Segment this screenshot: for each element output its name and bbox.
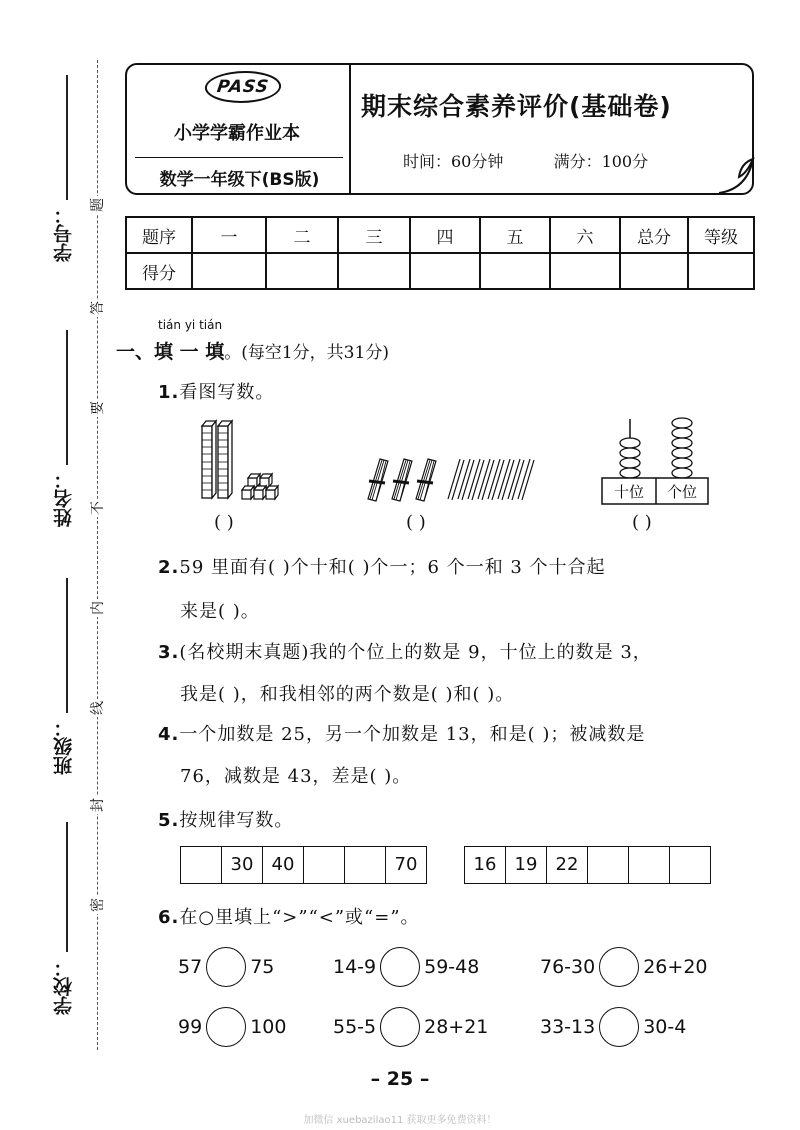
comparison-circle[interactable] [380, 947, 420, 987]
name-label: 姓名： [53, 470, 75, 527]
table-cell: 三 [338, 217, 410, 253]
table-cell: 二 [266, 217, 338, 253]
question-4 [158, 720, 645, 746]
question-number: 6. [158, 907, 180, 928]
stick-bundle [368, 459, 388, 501]
sequence-cell: 22 [546, 847, 587, 883]
comparison-item [178, 1007, 286, 1047]
comparison-circle[interactable] [599, 947, 639, 987]
page-number: – 25 – [370, 1068, 430, 1090]
comparison-item [333, 1007, 488, 1047]
abacus-bead [620, 448, 640, 458]
answer-blank[interactable]: ( ) [214, 512, 234, 533]
comparison-right: 30-4 [643, 1016, 687, 1038]
comparison-left: 33-13 [540, 1016, 596, 1038]
score-input-cell[interactable] [192, 253, 266, 289]
base-ten-blocks-figure [198, 418, 293, 503]
score-input-cell[interactable] [410, 253, 480, 289]
comparison-left: 57 [178, 956, 203, 978]
question-3-line-2: 我是( )，和我相邻的两个数是( )和( )。 [180, 684, 515, 705]
loose-sticks [448, 459, 534, 500]
unit-cube [254, 486, 266, 499]
section-title [116, 337, 389, 364]
table-cell: 等级 [688, 217, 754, 253]
comparison-circle[interactable] [380, 1007, 420, 1047]
comparison-left: 76-30 [540, 956, 596, 978]
binding-char: 密 [87, 896, 107, 914]
question-5 [158, 806, 293, 832]
school-label: 学校： [53, 958, 75, 1015]
comparison-right: 100 [250, 1016, 287, 1038]
exam-meta [403, 149, 648, 172]
comparison-item [333, 947, 479, 987]
comparison-left: 55-5 [333, 1016, 377, 1038]
unit-cube [266, 486, 278, 499]
name-underline [66, 330, 68, 465]
question-text: 看图写数。 [179, 382, 275, 403]
question-number: 1. [158, 382, 180, 403]
question-text: 59 里面有( )个十和( )个一；6 个一和 3 个十合起 [179, 557, 606, 578]
table-cell: 一 [192, 217, 266, 253]
score-input-cell[interactable] [620, 253, 688, 289]
abacus-figure [600, 415, 712, 507]
question-3 [158, 638, 652, 664]
comparison-item [178, 947, 274, 987]
score-input-cell[interactable] [338, 253, 410, 289]
score-table [125, 216, 755, 290]
abacus-tens-label: 十位 [613, 483, 645, 501]
table-cell: 四 [410, 217, 480, 253]
comparison-right: 59-48 [424, 956, 480, 978]
sequence-cell[interactable] [628, 847, 669, 883]
exam-header [125, 63, 754, 195]
binding-char: 内 [87, 599, 107, 617]
score-input-cell[interactable] [688, 253, 754, 289]
score-input-cell[interactable] [266, 253, 338, 289]
table-cell: 总分 [620, 217, 688, 253]
page-curl-icon [717, 155, 759, 195]
exam-full-score: 满分：100分 [553, 152, 649, 171]
table-cell: 六 [550, 217, 620, 253]
comparison-left: 14-9 [333, 956, 377, 978]
grade-edition: 数学一年级下(BS版) [159, 170, 320, 190]
sequence-cell[interactable] [181, 847, 221, 883]
binding-char: 线 [87, 699, 107, 717]
answer-blank[interactable]: ( ) [632, 512, 652, 533]
divider [135, 157, 343, 158]
comparison-item [540, 1007, 686, 1047]
score-table-header-row [126, 217, 754, 253]
sequence-boxes-2 [464, 846, 711, 884]
stick-bundles-figure [366, 455, 536, 505]
binding-char: 不 [87, 499, 107, 517]
table-cell: 题序 [126, 217, 192, 253]
student-id-underline [66, 75, 68, 200]
question-4-line-2: 76，减数是 43，差是( )。 [180, 766, 412, 787]
abacus-bead [620, 468, 640, 478]
student-id-label: 学号： [53, 205, 75, 262]
sequence-cell: 40 [262, 847, 303, 883]
table-cell: 五 [480, 217, 550, 253]
tens-rod [202, 421, 216, 498]
score-table-score-row [126, 253, 754, 289]
pass-logo: PASS [203, 71, 283, 103]
question-2-line-2: 来是( )。 [180, 601, 260, 622]
class-label: 班级： [53, 718, 75, 775]
unit-cube [242, 486, 254, 499]
series-name: 小学学霸作业本 [174, 123, 300, 144]
stick-bundle [392, 459, 412, 501]
sequence-cell: 70 [385, 847, 426, 883]
abacus-bead [672, 418, 692, 428]
question-2 [158, 553, 606, 579]
question-text: 按规律写数。 [179, 810, 294, 831]
binding-char: 要 [87, 399, 107, 417]
sequence-cell: 30 [221, 847, 262, 883]
abacus-ones-label: 个位 [666, 483, 698, 501]
question-number: 2. [158, 557, 180, 578]
sequence-cell: 19 [505, 847, 546, 883]
binding-char: 答 [87, 299, 107, 317]
question-number: 5. [158, 810, 180, 831]
section-heading: 一、填 一 填 [116, 341, 225, 363]
score-input-cell[interactable] [550, 253, 620, 289]
sequence-cell: 16 [473, 854, 497, 875]
question-number: 3. [158, 642, 180, 663]
answer-blank[interactable]: ( ) [406, 512, 426, 533]
sequence-cell[interactable] [587, 847, 628, 883]
question-text: (名校期末真题)我的个位上的数是 9，十位上的数是 3， [179, 642, 652, 663]
table-cell: 得分 [126, 253, 192, 289]
exam-time: 时间：60分钟 [403, 152, 504, 171]
comparison-circle[interactable] [206, 1007, 246, 1047]
abacus-bead [672, 428, 692, 438]
comparison-right: 26+20 [643, 956, 708, 978]
sequence-cell[interactable] [303, 847, 344, 883]
stick-bundle [416, 459, 436, 501]
question-number: 4. [158, 724, 180, 745]
binding-char: 题 [87, 196, 107, 214]
abacus-bead [672, 448, 692, 458]
divider [349, 65, 351, 193]
section-pinyin: tián yi tián [158, 318, 223, 332]
question-text: 在○里填上“>”“<”或“=”。 [179, 907, 420, 928]
abacus-bead [672, 438, 692, 448]
comparison-circle[interactable] [206, 947, 246, 987]
sequence-cell[interactable] [669, 847, 710, 883]
comparison-left: 99 [178, 1016, 203, 1038]
school-underline [66, 822, 68, 952]
question-text: 一个加数是 25，另一个加数是 13，和是( )；被减数是 [179, 724, 646, 745]
watermark: 加微信 xuebazilao11 获取更多免费资料！ [303, 1115, 497, 1126]
question-1 [158, 378, 274, 404]
comparison-right: 75 [250, 956, 275, 978]
section-scoring-note: 。(每空1分，共31分) [224, 343, 389, 363]
abacus-bead [672, 458, 692, 468]
comparison-item [540, 947, 708, 987]
question-6 [158, 903, 420, 929]
score-input-cell[interactable] [480, 253, 550, 289]
sequence-cell[interactable] [344, 847, 385, 883]
exam-title: 期末综合素养评价(基础卷) [361, 92, 672, 121]
comparison-right: 28+21 [424, 1016, 489, 1038]
binding-char: 封 [87, 796, 107, 814]
abacus-bead [620, 438, 640, 448]
abacus-bead [620, 458, 640, 468]
sequence-boxes-1 [180, 846, 427, 884]
abacus-bead [672, 468, 692, 478]
tens-rod [218, 421, 232, 498]
class-underline [66, 578, 68, 713]
comparison-circle[interactable] [599, 1007, 639, 1047]
